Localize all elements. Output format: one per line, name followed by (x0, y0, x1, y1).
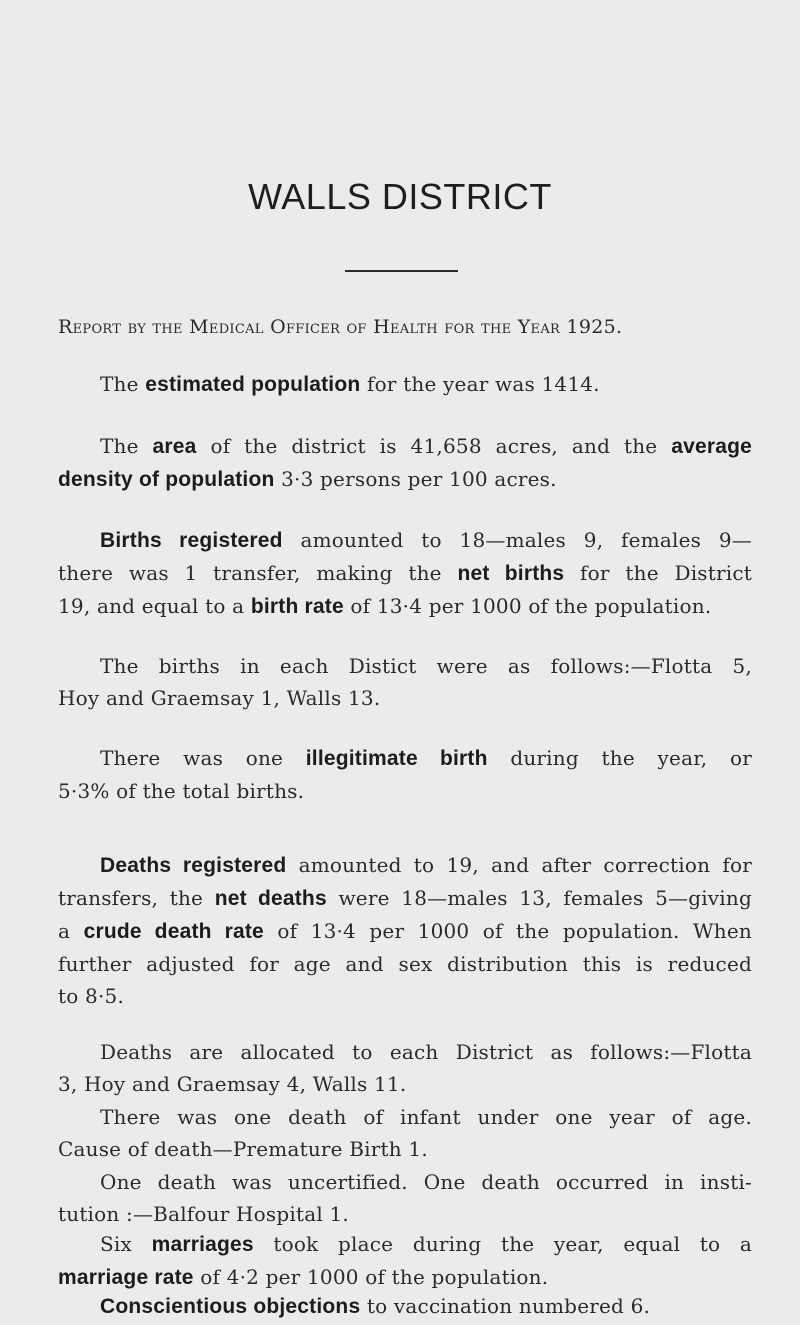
keyword-deaths-registered: Deaths registered (100, 854, 287, 877)
keyword-conscientious-objections: Conscientious objections (100, 1295, 361, 1318)
paragraph-illegitimate: There was one illegitimate birth during the year, or 5·3% of the total births. (58, 746, 753, 803)
paragraph-deaths-by-district: Deaths are allocated to each District as follows:—Flotta 3, Hoy and Graemsay 4, Walls 11. (58, 1040, 752, 1096)
paragraph-population: The estimated population for the year was 1414. (100, 372, 600, 396)
paragraph-marriages: Six marriages took place during the year, equal to a marriage rate of 4·2 per 1000 of the population. (58, 1232, 752, 1289)
paragraph-uncertified: One death was uncertified. One death occurred in insti- tution :—Balfour Hospital 1. (58, 1170, 752, 1226)
keyword-average: average (671, 435, 752, 458)
report-subtitle: Report by the Medical Officer of Health for the Year 1925. (58, 316, 623, 338)
paragraph-conscientious-objections: Conscientious objections to vaccination numbered 6. (100, 1294, 651, 1318)
keyword-area: area (152, 435, 197, 458)
paragraph-births: Births registered amounted to 18—males 9, females 9— there was 1 transfer, making the net births for the District 19, and equal to a birth rate of 13·4 per 1000 of the population. (58, 528, 753, 618)
keyword-net-births: net births (457, 562, 565, 585)
keyword-births-registered: Births registered (100, 529, 283, 552)
keyword-density-of-population: density of population (58, 468, 275, 491)
paragraph-deaths: Deaths registered amounted to 19, and after correction for transfers, the net deaths were 18—males 13, females 5—giving a crude death rate of 13·4 per 1000 of the population. When further adjusted for age and sex distribution this is reduced to 8·5. (58, 853, 752, 1008)
keyword-estimated-population: estimated population (145, 373, 361, 396)
keyword-illegitimate-birth: illegitimate birth (305, 747, 488, 770)
paragraph-area: The area of the district is 41,658 acres, and the average density of population 3·3 persons per 100 acres. (58, 434, 752, 491)
paragraph-births-by-district: The births in each Distict were as follows:—Flotta 5, Hoy and Graemsay 1, Walls 13. (58, 654, 752, 710)
paragraph-infant-death: There was one death of infant under one year of age. Cause of death—Premature Birth 1. (58, 1105, 752, 1161)
keyword-marriages: marriages (151, 1233, 254, 1256)
page-title: WALLS DISTRICT (248, 176, 552, 217)
keyword-crude-death-rate: crude death rate (83, 920, 264, 943)
keyword-net-deaths: net deaths (214, 887, 327, 910)
keyword-marriage-rate: marriage rate (58, 1266, 194, 1289)
keyword-birth-rate: birth rate (250, 595, 344, 618)
title-divider (345, 270, 458, 272)
